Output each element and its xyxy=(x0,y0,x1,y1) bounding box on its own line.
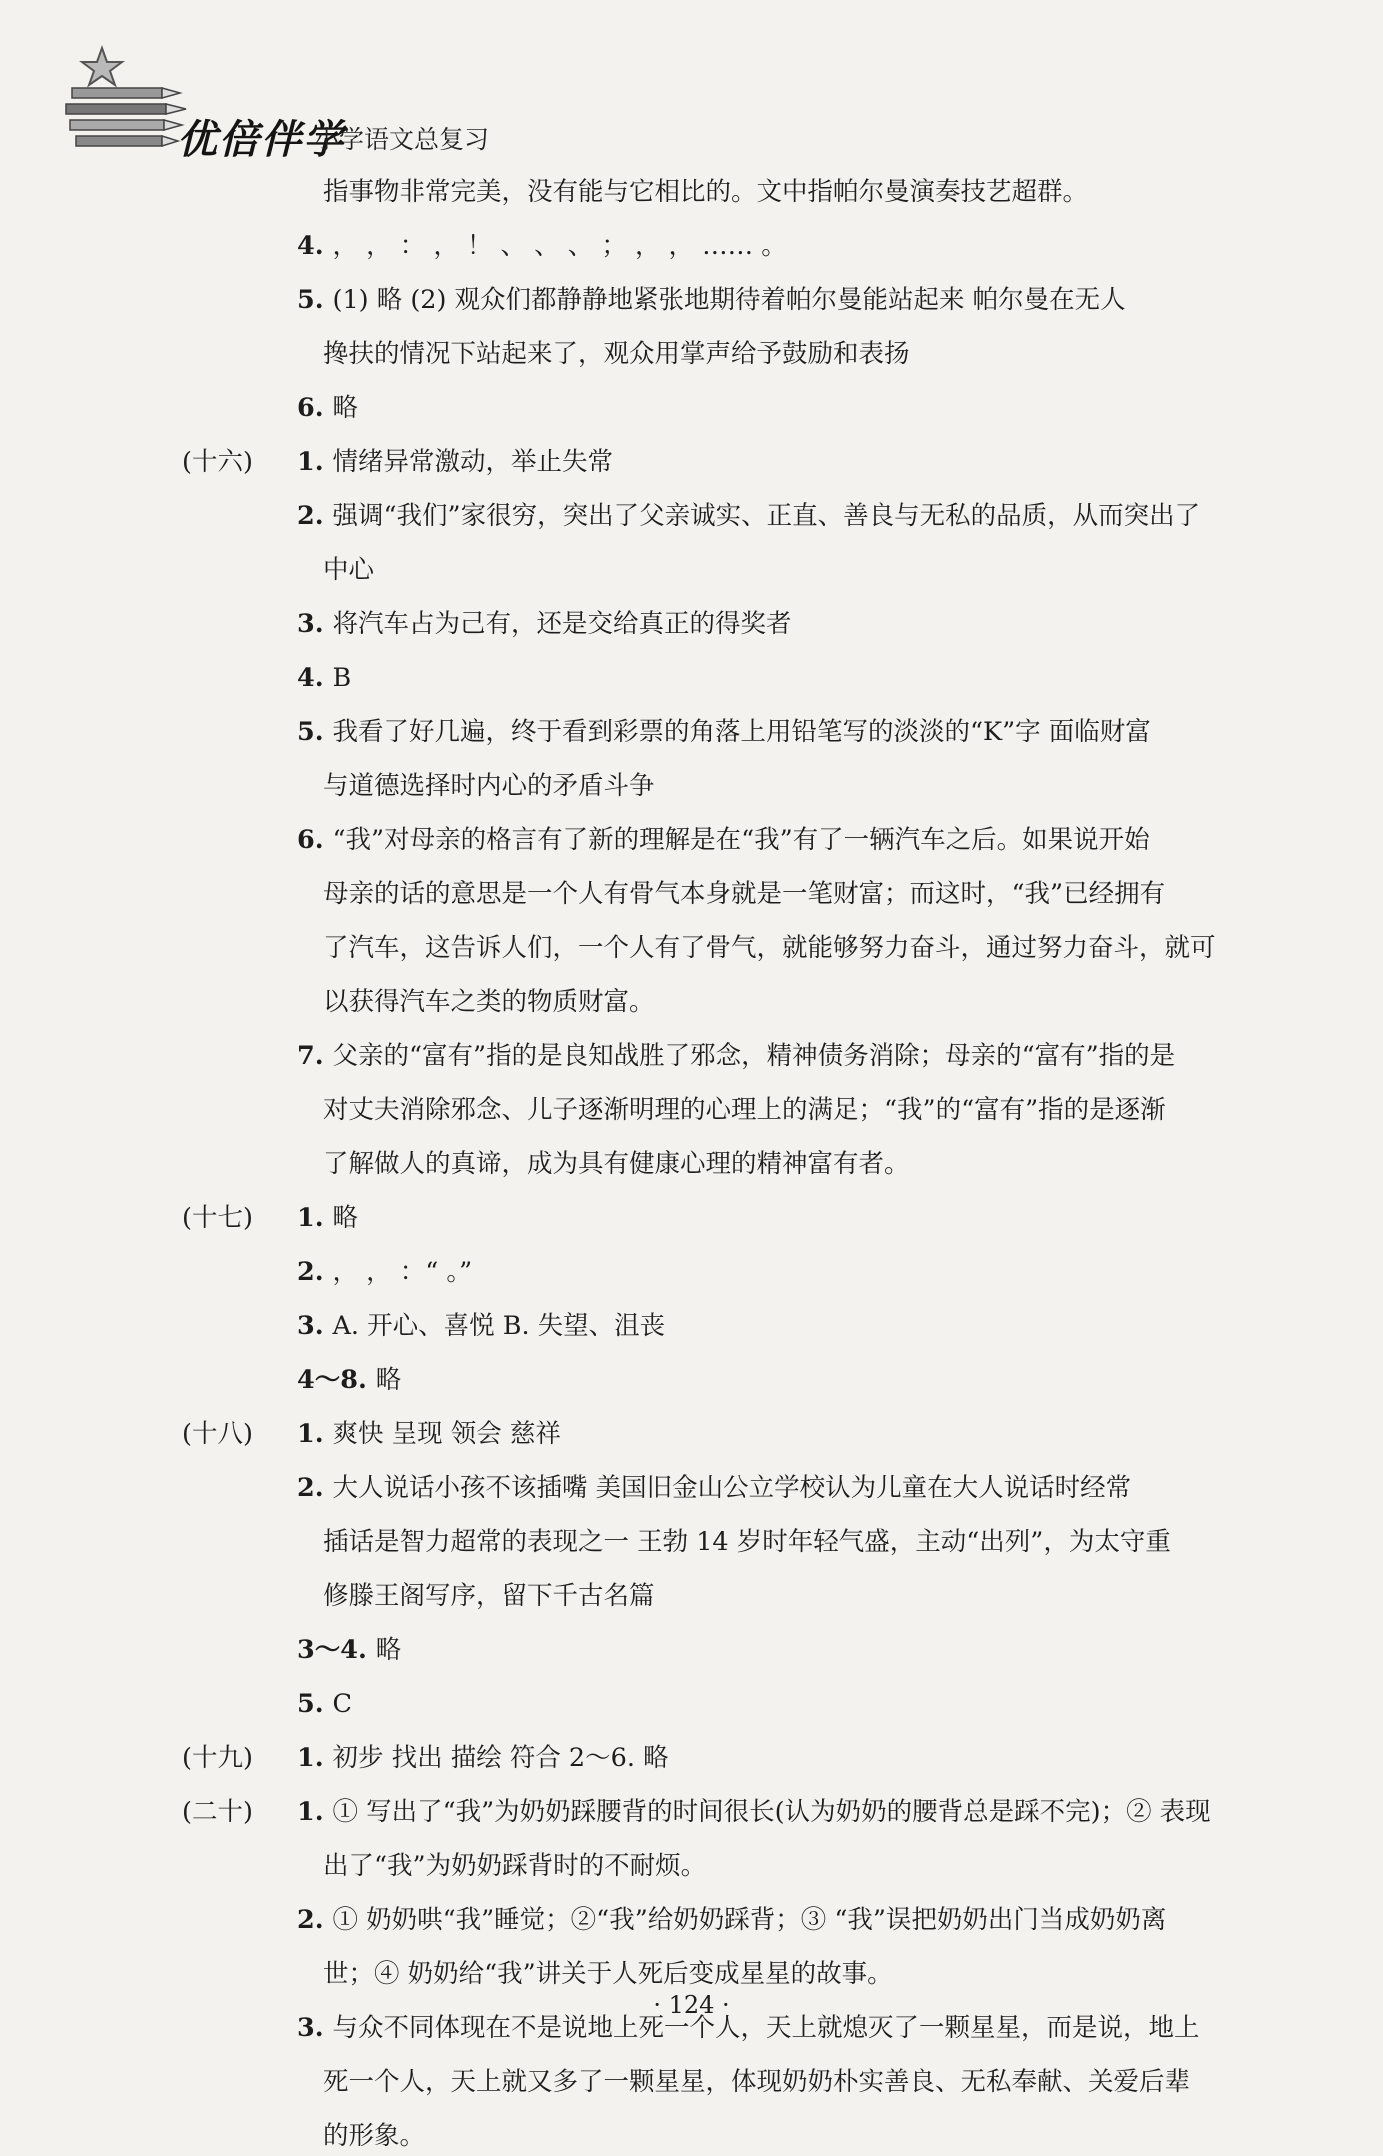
answer-line xyxy=(297,712,1151,752)
question-number: 1. xyxy=(297,1743,333,1773)
question-number: 2. xyxy=(297,501,333,531)
answer-text: 大人说话小孩不该插嘴 美国旧金山公立学校认为儿童在大人说话时经常 xyxy=(332,1473,1132,1503)
question-number: 7. xyxy=(297,1041,333,1071)
answer-line xyxy=(297,1306,665,1346)
answer-text: 爽快 呈现 领会 慈祥 xyxy=(332,1419,561,1449)
answer-text: 初步 找出 描绘 符合 2～6. 略 xyxy=(332,1743,669,1773)
answer-line xyxy=(323,1144,910,1184)
answer-text: “我”对母亲的格言有了新的理解是在“我”有了一辆汽车之后。如果说开始 xyxy=(332,825,1150,855)
answer-line xyxy=(297,1252,472,1292)
question-number: 1. xyxy=(297,1797,333,1827)
answer-text: 略 xyxy=(375,1635,402,1665)
question-number: 1. xyxy=(297,1203,333,1233)
section-marker: (十六) xyxy=(182,447,253,477)
answer-text: 略 xyxy=(375,1365,402,1395)
answer-text: (1) 略 (2) 观众们都静静地紧张地期待着帕尔曼能站起来 帕尔曼在无人 xyxy=(332,285,1126,315)
answer-text: 父亲的“富有”指的是良知战胜了邪念，精神债务消除；母亲的“富有”指的是 xyxy=(332,1041,1176,1071)
question-number: 3～4. xyxy=(297,1635,376,1665)
answer-text: A. 开心、喜悦 B. 失望、沮丧 xyxy=(332,1311,666,1341)
answer-line xyxy=(297,1198,358,1238)
answer-line xyxy=(297,280,1126,320)
answer-line xyxy=(297,1414,561,1454)
answer-text: ， ， ：“ 。” xyxy=(332,1257,473,1287)
answer-text: 我看了好几遍，终于看到彩票的角落上用铅笔写的淡淡的“K”字 面临财富 xyxy=(332,717,1151,747)
answer-text: 中心 xyxy=(323,555,375,585)
answer-line xyxy=(297,658,351,698)
brand-title: 优倍伴学 xyxy=(177,116,345,163)
header xyxy=(62,40,582,163)
answer-text: 与众不同体现在不是说地上死一个人，天上就熄灭了一颗星星，而是说，地上 xyxy=(332,2013,1200,2043)
answer-text: 将汽车占为己有，还是交给真正的得奖者 xyxy=(332,609,792,639)
pencil-star-logo-icon xyxy=(62,40,192,160)
answer-text: ① 写出了“我”为奶奶踩腰背的时间很长(认为奶奶的腰背总是踩不完)；② 表现 xyxy=(332,1797,1211,1827)
answer-text: 略 xyxy=(332,393,359,423)
answer-text: 世；④ 奶奶给“我”讲关于人死后变成星星的故事。 xyxy=(323,1959,893,1989)
answer-text: ① 奶奶哄“我”睡觉；②“我”给奶奶踩背；③ “我”误把奶奶出门当成奶奶离 xyxy=(332,1905,1167,1935)
question-number: 5. xyxy=(297,1689,333,1719)
section-marker: (十八) xyxy=(182,1419,253,1449)
question-number: 4. xyxy=(297,231,333,261)
answer-line xyxy=(297,1036,1175,1076)
answer-line xyxy=(297,1792,1211,1832)
question-number: 5. xyxy=(297,717,333,747)
answer-text: 与道德选择时内心的矛盾斗争 xyxy=(323,771,655,801)
section-marker: (十九) xyxy=(182,1743,253,1773)
answer-text: 情绪异常激动，举止失常 xyxy=(332,447,614,477)
answer-line xyxy=(323,1090,1166,1130)
answer-line xyxy=(297,496,1200,536)
answer-line xyxy=(297,1360,401,1400)
page-number: · 124 · xyxy=(653,1991,730,2019)
question-number: 3. xyxy=(297,1311,333,1341)
answer-text: 死一个人，天上就又多了一颗星星，体现奶奶朴实善良、无私奉献、关爱后辈 xyxy=(323,2067,1191,2097)
answer-text: 略 xyxy=(332,1203,359,1233)
answer-text: 对丈夫消除邪念、儿子逐渐明理的心理上的满足；“我”的“富有”指的是逐渐 xyxy=(323,1095,1166,1125)
answer-text: 强调“我们”家很穷，突出了父亲诚实、正直、善良与无私的品质，从而突出了 xyxy=(332,501,1201,531)
answer-line xyxy=(323,1522,1171,1562)
answer-text: C xyxy=(332,1689,353,1719)
question-number: 2. xyxy=(297,1473,333,1503)
answer-text: 出了“我”为奶奶踩背时的不耐烦。 xyxy=(323,1851,707,1881)
answer-text: 了汽车，这告诉人们，一个人有了骨气，就能够努力奋斗，通过努力奋斗，就可 xyxy=(323,933,1216,963)
answer-line xyxy=(297,1630,401,1670)
answer-line xyxy=(297,1684,352,1724)
question-number: 6. xyxy=(297,393,333,423)
answer-line xyxy=(297,1738,669,1778)
answer-text: 指事物非常完美，没有能与它相比的。文中指帕尔曼演奏技艺超群。 xyxy=(323,177,1089,207)
answer-line xyxy=(323,172,1088,212)
question-number: 2. xyxy=(297,1905,333,1935)
answer-line xyxy=(323,874,1165,914)
question-number: 1. xyxy=(297,447,333,477)
question-number: 1. xyxy=(297,1419,333,1449)
answer-text: 插话是智力超常的表现之一 王勃 14 岁时年轻气盛，主动“出列”，为太守重 xyxy=(323,1527,1171,1557)
section-marker: (十七) xyxy=(182,1203,253,1233)
answer-line xyxy=(297,226,787,266)
answer-line xyxy=(297,388,358,428)
answer-line xyxy=(323,550,374,590)
section-marker: (二十) xyxy=(182,1797,253,1827)
answer-line xyxy=(297,1468,1131,1508)
answer-text: 搀扶的情况下站起来了，观众用掌声给予鼓励和表扬 xyxy=(323,339,910,369)
answer-line xyxy=(323,334,910,374)
question-number: 4～8. xyxy=(297,1365,376,1395)
answer-line xyxy=(323,928,1216,968)
answer-line xyxy=(297,820,1150,860)
answer-text: 母亲的话的意思是一个人有骨气本身就是一笔财富；而这时，“我”已经拥有 xyxy=(323,879,1166,909)
answer-line xyxy=(323,1576,655,1616)
answer-line xyxy=(297,442,613,482)
question-number: 4. xyxy=(297,663,333,693)
question-number: 6. xyxy=(297,825,333,855)
answer-text: 修滕王阁写序，留下千古名篇 xyxy=(323,1581,655,1611)
answer-text: B xyxy=(332,663,352,693)
answer-text: 以获得汽车之类的物质财富。 xyxy=(323,987,655,1017)
answer-line xyxy=(323,2062,1190,2102)
answer-text: 的形象。 xyxy=(323,2121,426,2151)
question-number: 2. xyxy=(297,1257,333,1287)
answer-text: ， ， ： ， ！ 、 、 、 ； ， ， …… 。 xyxy=(332,231,787,261)
question-number: 3. xyxy=(297,609,333,639)
answer-text: 了解做人的真谛，成为具有健康心理的精神富有者。 xyxy=(323,1149,910,1179)
answer-line xyxy=(323,1846,706,1886)
question-number: 5. xyxy=(297,285,333,315)
answer-line xyxy=(297,604,792,644)
question-number: 3. xyxy=(297,2013,333,2043)
answer-line xyxy=(323,2116,425,2156)
answer-line xyxy=(323,982,655,1022)
answer-line xyxy=(323,766,655,806)
book-subtitle: 小学语文总复习 xyxy=(314,125,490,154)
answer-line xyxy=(297,1900,1166,1940)
